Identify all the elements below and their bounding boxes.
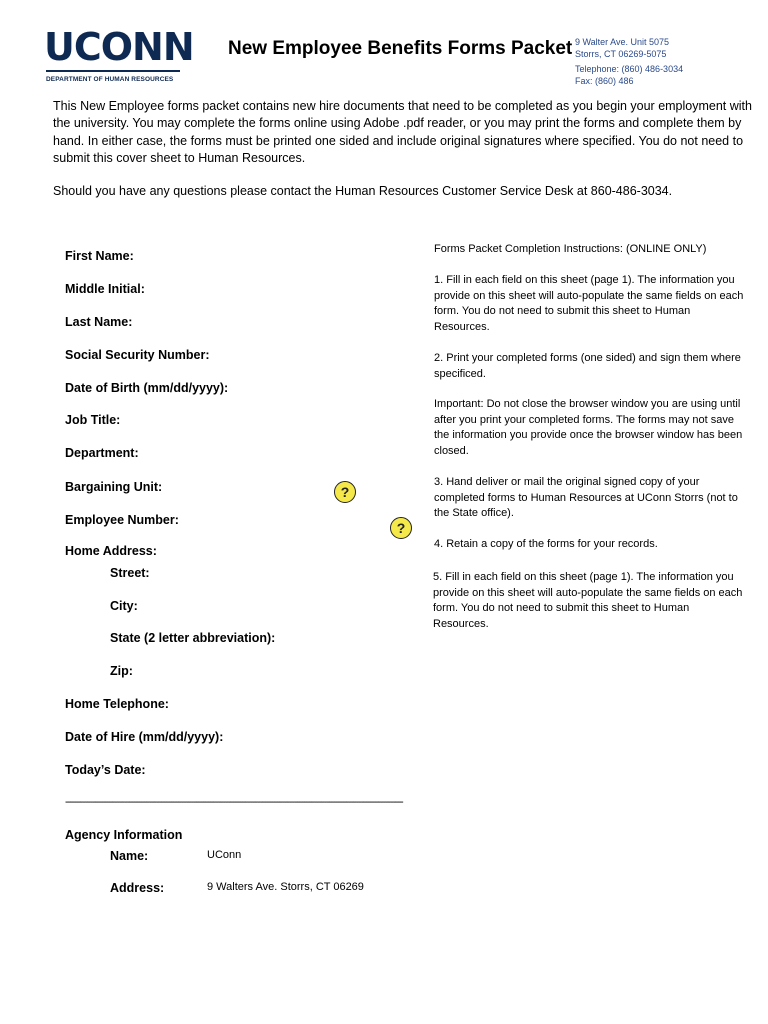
- question-mark-icon: ?: [340, 484, 350, 500]
- instruction-step-4: 4. Retain a copy of the forms for your records.: [434, 538, 658, 550]
- agency-heading: Agency Information: [65, 828, 183, 842]
- question-mark-icon: ?: [396, 520, 406, 536]
- ssn-label: Social Security Number:: [65, 348, 210, 362]
- department-label: Department:: [65, 446, 139, 460]
- help-icon[interactable]: [390, 517, 412, 539]
- logo-subtitle: DEPARTMENT OF HUMAN RESOURCES: [46, 76, 174, 83]
- fax: Fax: (860) 486: [575, 76, 634, 86]
- instruction-important: Important: Do not close the browser window you are using until after you print your completed forms. The forms may not save the information you provide once the browser window has been closed.: [434, 398, 743, 457]
- logo-rule: [46, 70, 180, 72]
- uconn-logo: UCONN: [44, 25, 194, 69]
- address-line-2: Storrs, CT 06269-5075: [575, 49, 667, 59]
- instructions-heading: Forms Packet Completion Instructions: (ONLINE ONLY): [434, 243, 707, 255]
- instruction-step-3: 3. Hand deliver or mail the original signed copy of your completed forms to Human Resources at UConn Storrs (not to the State office).: [434, 476, 738, 520]
- city-label: City:: [110, 599, 138, 613]
- page-title: New Employee Benefits Forms Packet: [228, 38, 573, 59]
- instruction-step-1: 1. Fill in each field on this sheet (page 1). The information you provide on this sheet will auto-populate the same fields on each form. You do not need to submit this sheet to Human Resources.: [434, 274, 744, 333]
- agency-address-label: Address:: [110, 881, 165, 895]
- home-telephone-label: Home Telephone:: [65, 697, 169, 711]
- instruction-step-5: 5. Fill in each field on this sheet (page 1). The information you provide on this sheet will auto-populate the same fields on each form. You do not need to submit this sheet to Human Resources.: [433, 571, 743, 630]
- contact-block: [575, 36, 683, 87]
- instruction-step-2: 2. Print your completed forms (one sided) and sign them where specificed.: [434, 352, 741, 380]
- home-address-label: Home Address:: [65, 544, 157, 558]
- employee-number-label: Employee Number:: [65, 513, 179, 527]
- help-icon[interactable]: [334, 481, 356, 503]
- section-divider: -----------------------------------------------------------------------------------------------------------------------------------------: [65, 796, 403, 808]
- agency-address-value: 9 Walters Ave. Storrs, CT 06269: [207, 881, 364, 893]
- address-line-1: 9 Walter Ave. Unit 5075: [575, 37, 670, 47]
- agency-name-label: Name:: [110, 849, 149, 863]
- zip-label: Zip:: [110, 664, 133, 678]
- job-title-label: Job Title:: [65, 413, 121, 427]
- contact-line: Should you have any questions please contact the Human Resources Customer Service Desk at 860-486-3034.: [53, 184, 673, 198]
- dob-label: Date of Birth (mm/dd/yyyy):: [65, 381, 229, 395]
- last-name-label: Last Name:: [65, 315, 133, 329]
- date-of-hire-label: Date of Hire (mm/dd/yyyy):: [65, 730, 224, 744]
- middle-initial-label: Middle Initial:: [65, 282, 145, 296]
- intro-paragraph: This New Employee forms packet contains new hire documents that need to be completed as you begin your employment with the university. You may complete the forms online using Adobe .pdf reader, or you may print the forms and complete them by hand. In either case, the forms must be printed one sided and include original signatures where specified. You do not need to submit this cover sheet to Human Resources.: [53, 99, 752, 166]
- first-name-label: First Name:: [65, 249, 134, 263]
- state-label: State (2 letter abbreviation):: [110, 631, 276, 645]
- todays-date-label: Today’s Date:: [65, 763, 146, 777]
- telephone: Telephone: (860) 486-3034: [575, 64, 684, 74]
- agency-name-value: UConn: [207, 849, 242, 861]
- bargaining-unit-label: Bargaining Unit:: [65, 480, 163, 494]
- street-label: Street:: [110, 566, 150, 580]
